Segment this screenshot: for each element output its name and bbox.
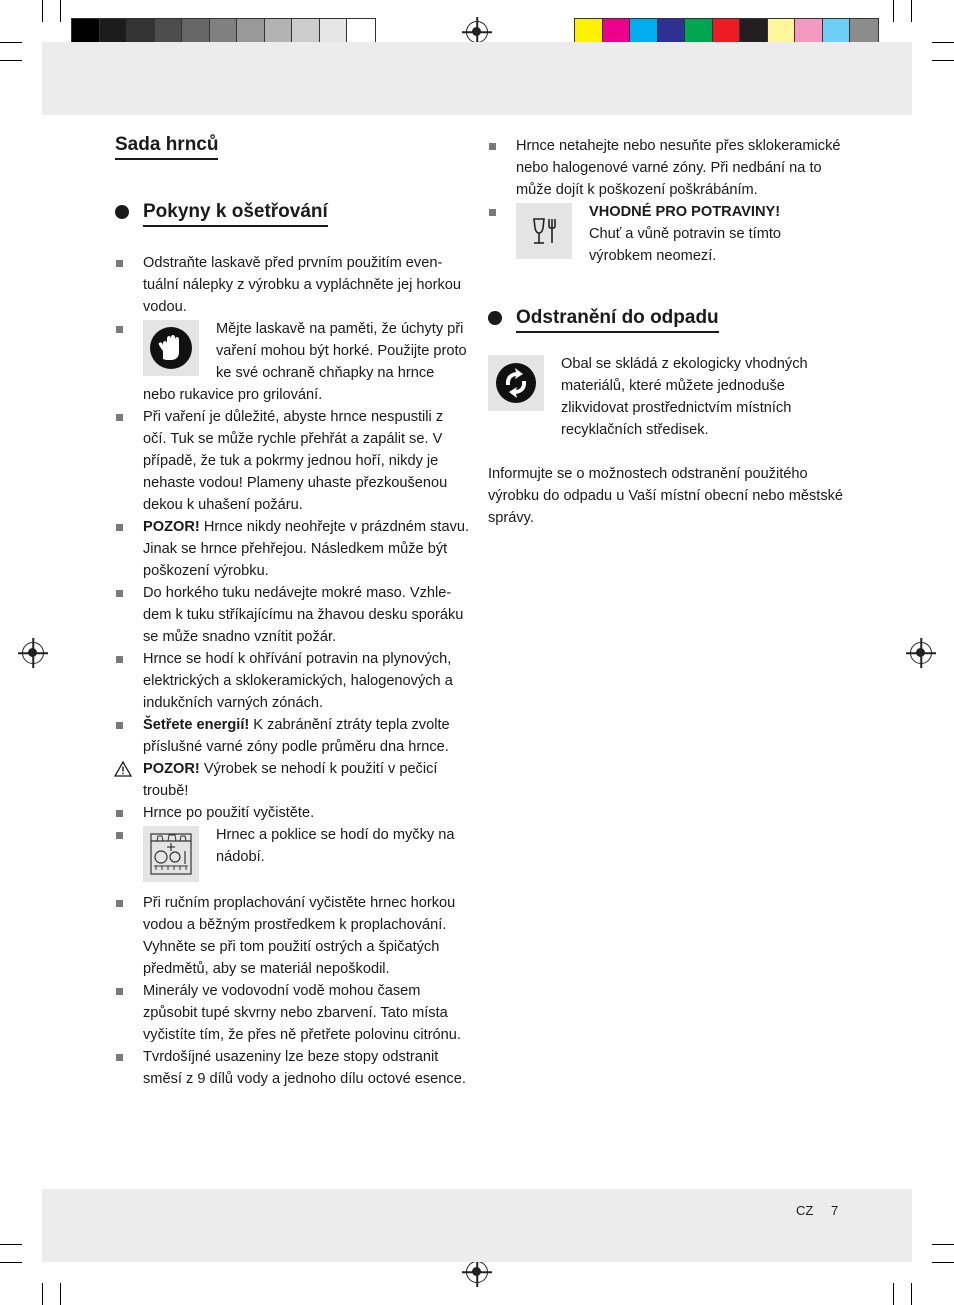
- crop-mark: [932, 1244, 954, 1245]
- food-safe-icon: [516, 203, 572, 259]
- crop-mark: [911, 1283, 912, 1305]
- disposal-text: Obal se skládá z ekologicky vhodných materiálů, které můžete jednoduše zlikvidovat prostřednictvím místních recyklačních středisek.: [561, 356, 808, 438]
- square-bullet-icon: [489, 209, 496, 216]
- disposal-info: Informujte se o možnostech odstranění použitého výrobku do odpadu u Vaší místní obecní nebo městské správy.: [488, 466, 844, 526]
- square-bullet-icon: [116, 832, 123, 839]
- list-item: Při ručním proplachování vyčistěte hrnec horkou vodou a běžným prostředkem k proplachování. Vyhněte se při tom použití ostrých a špičatých předmětů, aby se materiál nepoškodil.: [115, 892, 470, 980]
- list-item: POZOR! Hrnce nikdy neohřejte v prázdném stavu. Jinak se hrnce přehřejou. Následkem může být poškození výrobku.: [115, 516, 470, 582]
- list-item: Tvrdošíjné usazeniny lze beze stopy odstranit směsí z 9 dílů vody a jednoho dílu octové esence.: [115, 1046, 470, 1090]
- heading-bullet-icon: [115, 205, 129, 219]
- heading-bullet-icon: [488, 311, 502, 325]
- dishwasher-icon: [143, 826, 199, 882]
- crop-mark: [932, 42, 954, 43]
- disposal-heading: Odstranění do odpadu: [488, 306, 848, 333]
- oven-glove-icon: [143, 320, 199, 376]
- page-title: Sada hrnců: [115, 133, 218, 160]
- crop-mark: [60, 0, 61, 22]
- crop-mark: [0, 42, 22, 43]
- list-item: Do horkého tuku nedávejte mokré maso. Vzhle-dem k tuku stříkajícímu na žhavou desku sporáku se může snadno vznítit požár.: [115, 582, 470, 648]
- care-heading: Pokyny k ošetřování: [115, 200, 470, 227]
- list-item: Šetřete energií! K zabránění ztráty tepla zvolte příslušné varné zóny podle průměru dna hrnce.: [115, 714, 470, 758]
- list-item: POZOR! Výrobek se nehodí k použití v pečicí troubě!: [115, 758, 470, 802]
- header-band: [42, 42, 912, 115]
- disposal-block: [488, 353, 848, 441]
- square-bullet-icon: [116, 260, 123, 267]
- square-bullet-icon: [116, 900, 123, 907]
- crop-mark: [893, 1283, 894, 1305]
- page-footer: [796, 1203, 838, 1218]
- square-bullet-icon: [116, 1054, 123, 1061]
- square-bullet-icon: [116, 414, 123, 421]
- square-bullet-icon: [489, 143, 496, 150]
- list-item: Hrnce netahejte nebo nesuňte přes sklokeramické nebo halogenové varné zóny. Při nedbání na to může dojít k poškození poškrábáním.: [488, 135, 848, 201]
- crop-mark: [932, 1262, 954, 1263]
- care-list: [115, 252, 470, 1090]
- list-item: VHODNÉ PRO POTRAVINY! Chuť a vůně potravin se tímto výrobkem neomezí.: [488, 201, 848, 267]
- registration-mark: [466, 21, 488, 43]
- green-dot-recycling-icon: [488, 355, 544, 411]
- crop-mark: [0, 1244, 22, 1245]
- list-item: Při vaření je důležité, abyste hrnce nespustili z očí. Tuk se může rychle přehřát a zapálit se. V případě, že tuk a pokrmy jednou hoří, nikdy je nehaste vodou! Plameny uhaste přezkoušenou dekou k uhašení požáru.: [115, 406, 470, 516]
- square-bullet-icon: [116, 326, 123, 333]
- list-item: Mějte laskavě na paměti, že úchyty při vaření mohou být horké. Použijte proto ke své ochraně chňapky na hrnce nebo rukavice pro grilování.: [115, 318, 470, 406]
- crop-mark: [0, 60, 22, 61]
- warning-triangle-icon: [114, 761, 132, 777]
- square-bullet-icon: [116, 722, 123, 729]
- left-column: [115, 130, 470, 1090]
- crop-mark: [911, 0, 912, 22]
- footer-band: [42, 1189, 912, 1262]
- list-item: Odstraňte laskavě před prvním použitím even-tuální nálepky z výrobku a vypláchněte jej horkou vodou.: [115, 252, 470, 318]
- crop-mark: [893, 0, 894, 22]
- list-item: Hrnec a poklice se hodí do myčky na nádobí.: [115, 824, 470, 890]
- right-column: [488, 135, 848, 529]
- list-item: Minerály ve vodovodní vodě mohou časem způsobit tupé skvrny nebo zbarvení. Tato místa vyčistíte tím, že přes ně přetřete polovinu citrónu.: [115, 980, 470, 1046]
- registration-mark: [22, 642, 44, 664]
- crop-mark: [0, 1262, 22, 1263]
- crop-mark: [932, 60, 954, 61]
- language-code: CZ: [796, 1203, 814, 1218]
- crop-mark: [60, 1283, 61, 1305]
- crop-mark: [42, 1283, 43, 1305]
- registration-mark: [466, 1261, 488, 1283]
- square-bullet-icon: [116, 988, 123, 995]
- square-bullet-icon: [116, 810, 123, 817]
- registration-mark: [910, 642, 932, 664]
- square-bullet-icon: [116, 656, 123, 663]
- square-bullet-icon: [116, 590, 123, 597]
- crop-mark: [42, 0, 43, 22]
- list-item: Hrnce po použití vyčistěte.: [115, 802, 470, 824]
- list-item: Hrnce se hodí k ohřívání potravin na plynových, elektrických a sklokeramických, halogenových a indukčních varných zónách.: [115, 648, 470, 714]
- square-bullet-icon: [116, 524, 123, 531]
- page-number: 7: [830, 1203, 839, 1218]
- right-list: [488, 135, 848, 267]
